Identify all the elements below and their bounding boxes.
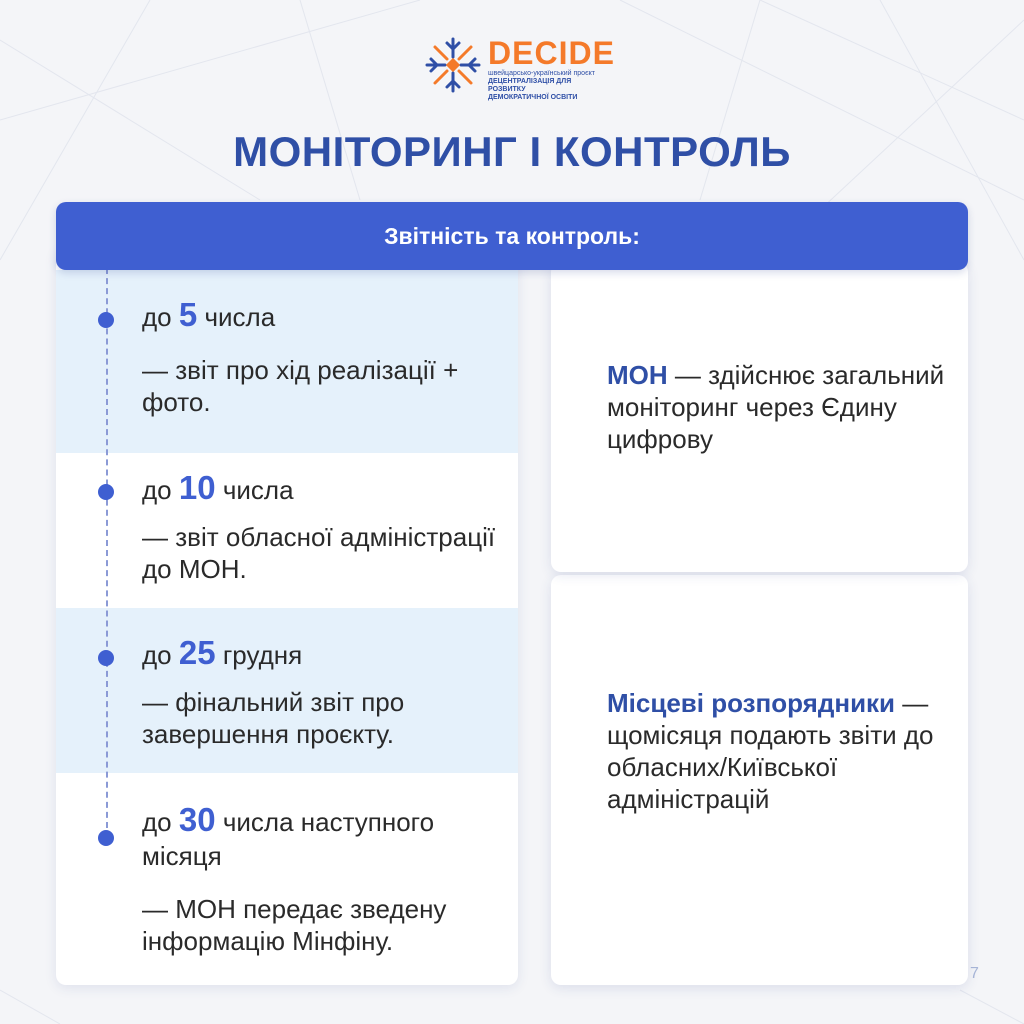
local-managers-label: Місцеві розпорядники bbox=[607, 688, 896, 718]
mon-label: МОН bbox=[607, 360, 668, 390]
timeline-line bbox=[106, 268, 108, 828]
date-prefix: до bbox=[142, 302, 172, 332]
timeline-date bbox=[142, 636, 512, 672]
decide-logo bbox=[424, 35, 615, 101]
timeline-description: — МОН передає зведену інформацію Мінфіну. bbox=[142, 894, 447, 956]
date-number: 10 bbox=[178, 469, 216, 506]
timeline-dot bbox=[98, 312, 114, 328]
page-title: МОНІТОРИНГ І КОНТРОЛЬ bbox=[233, 128, 791, 175]
date-number: 25 bbox=[178, 634, 216, 671]
timeline-description: — звіт обласної адміністрації до МОН. bbox=[142, 522, 496, 584]
date-suffix: числа наступного місяця bbox=[142, 807, 435, 871]
timeline-description: — звіт про хід реалізації + фото. bbox=[142, 355, 459, 417]
date-number: 5 bbox=[178, 296, 198, 333]
timeline-item bbox=[142, 471, 512, 585]
local-managers-description: — щомісяця подають звіти до обласних/Київської адміністрацій bbox=[607, 688, 934, 814]
logo-subtitle-line3: ДЕМОКРАТИЧНОЇ ОСВІТИ bbox=[488, 94, 578, 101]
mon-text bbox=[607, 359, 947, 455]
date-suffix: грудня bbox=[222, 640, 303, 670]
date-number: 30 bbox=[178, 801, 216, 838]
timeline-item bbox=[142, 298, 512, 418]
date-prefix: до bbox=[142, 807, 172, 837]
logo-name: DECIDE bbox=[488, 35, 615, 71]
date-prefix: до bbox=[142, 640, 172, 670]
date-suffix: числа bbox=[222, 475, 294, 505]
mon-description: — здійснює загальний моніторинг через Єдину цифрову bbox=[607, 360, 945, 454]
timeline-dot bbox=[98, 830, 114, 846]
decide-snowflake-icon bbox=[424, 36, 482, 94]
date-prefix: до bbox=[142, 475, 172, 505]
page-number: 7 bbox=[970, 965, 979, 982]
date-suffix: числа bbox=[204, 302, 276, 332]
logo-subtitle-line2: ДЕЦЕНТРАЛІЗАЦІЯ ДЛЯ РОЗВИТКУ bbox=[488, 78, 572, 93]
timeline-date bbox=[142, 803, 512, 873]
local-managers-text bbox=[607, 687, 947, 815]
timeline-dot bbox=[98, 650, 114, 666]
logo-subtitle bbox=[488, 70, 608, 102]
timeline-item bbox=[142, 803, 512, 957]
local-managers-card bbox=[551, 575, 968, 985]
timeline-description: — фінальний звіт про завершення проєкту. bbox=[142, 687, 405, 749]
section-banner: Звітність та контроль: bbox=[56, 202, 968, 270]
timeline-item bbox=[142, 636, 512, 750]
logo-subtitle-line1: швейцарсько-український проєкт bbox=[488, 70, 595, 77]
timeline-date bbox=[142, 298, 512, 334]
mon-card bbox=[551, 262, 968, 572]
timeline-dot bbox=[98, 484, 114, 500]
timeline-card bbox=[56, 250, 518, 985]
timeline-date bbox=[142, 471, 512, 507]
